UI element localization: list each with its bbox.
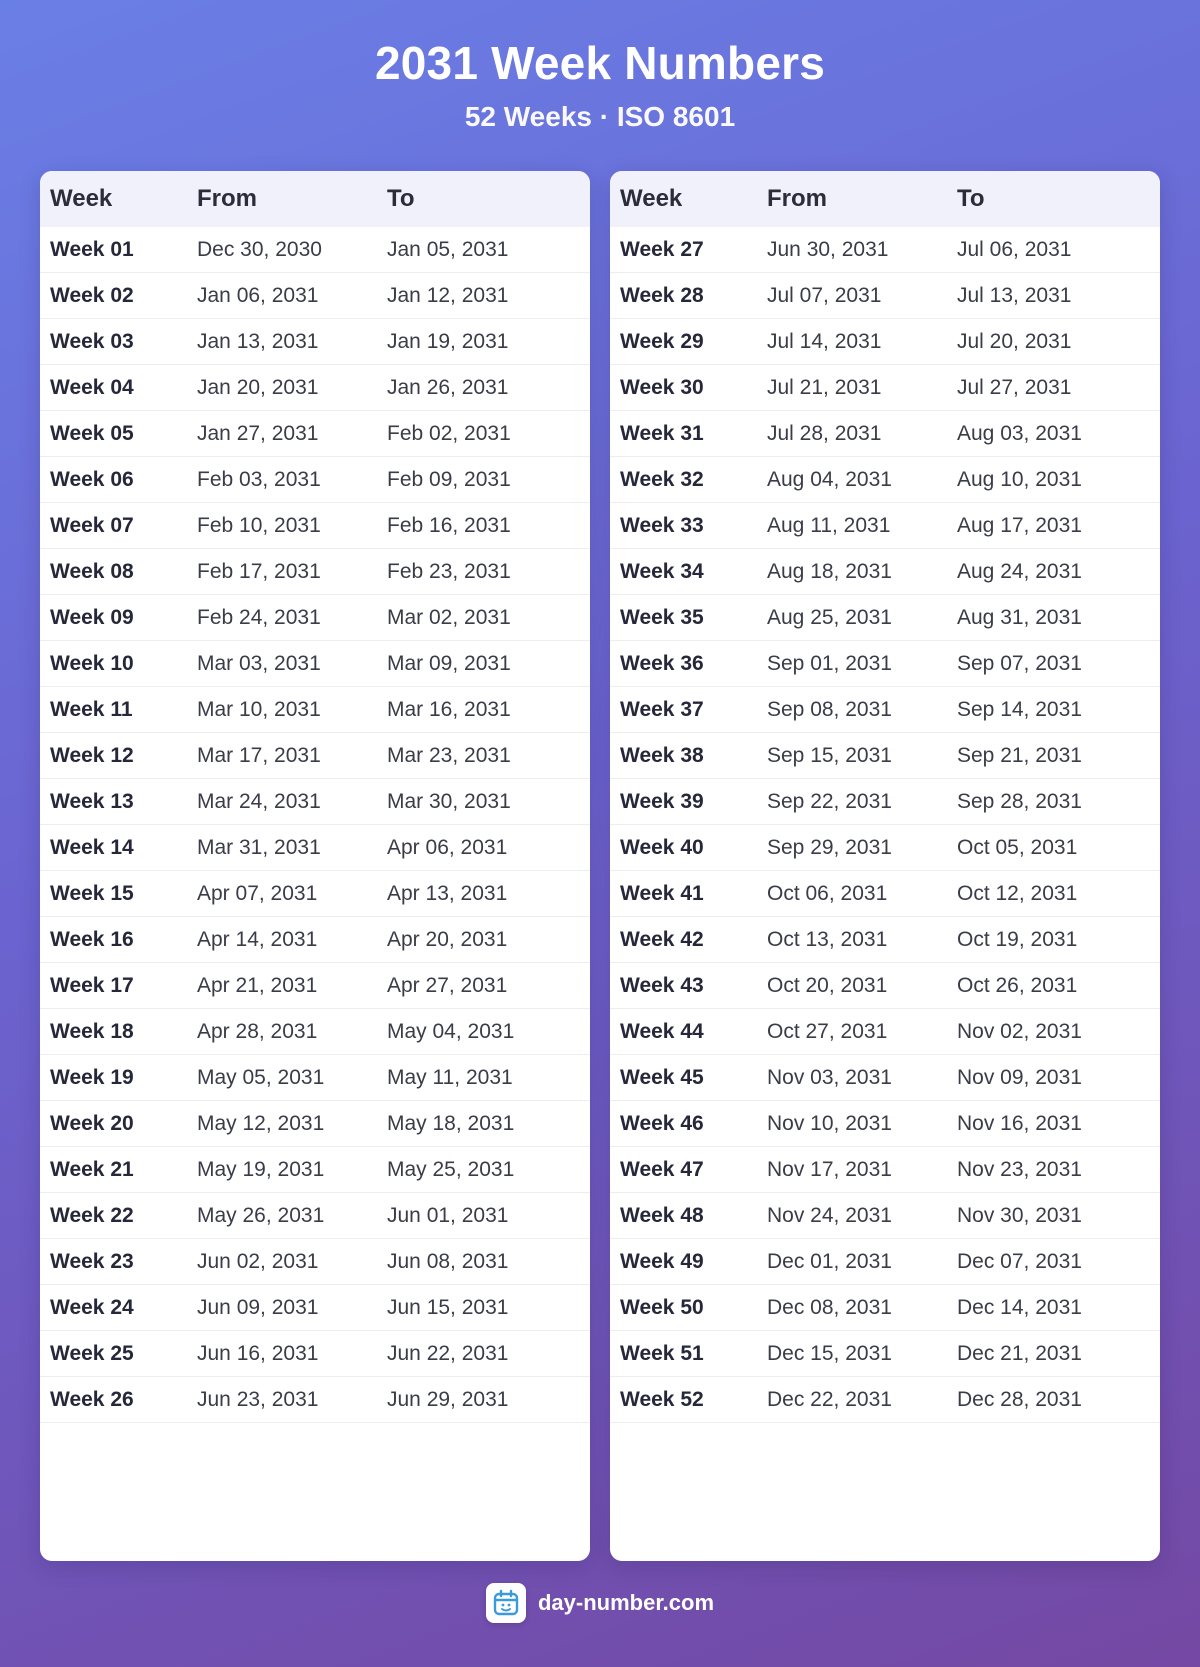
to-date-cell: Feb 23, 2031 bbox=[377, 549, 590, 595]
table-row bbox=[40, 227, 590, 273]
from-date-cell: Jul 07, 2031 bbox=[757, 273, 947, 319]
week-number-cell: Week 34 bbox=[610, 549, 757, 595]
week-number-cell: Week 40 bbox=[610, 825, 757, 871]
week-number-cell: Week 18 bbox=[40, 1009, 187, 1055]
to-date-cell: Jul 20, 2031 bbox=[947, 319, 1160, 365]
from-date-cell: Jun 23, 2031 bbox=[187, 1377, 377, 1423]
table-row bbox=[40, 1377, 590, 1423]
from-date-cell: Feb 17, 2031 bbox=[187, 549, 377, 595]
from-date-cell: Jun 09, 2031 bbox=[187, 1285, 377, 1331]
table-row bbox=[610, 733, 1160, 779]
from-date-cell: Dec 15, 2031 bbox=[757, 1331, 947, 1377]
table-row bbox=[610, 1009, 1160, 1055]
from-date-cell: Jul 21, 2031 bbox=[757, 365, 947, 411]
to-date-cell: Mar 09, 2031 bbox=[377, 641, 590, 687]
table-row bbox=[40, 779, 590, 825]
table-row bbox=[40, 871, 590, 917]
to-date-cell: Apr 20, 2031 bbox=[377, 917, 590, 963]
from-date-cell: Apr 14, 2031 bbox=[187, 917, 377, 963]
from-date-cell: Oct 13, 2031 bbox=[757, 917, 947, 963]
week-number-cell: Week 07 bbox=[40, 503, 187, 549]
from-date-cell: Aug 11, 2031 bbox=[757, 503, 947, 549]
column-header-from: From bbox=[197, 185, 257, 212]
table-row bbox=[40, 365, 590, 411]
table-row bbox=[610, 1239, 1160, 1285]
to-date-cell: Mar 16, 2031 bbox=[377, 687, 590, 733]
to-date-cell: Apr 06, 2031 bbox=[377, 825, 590, 871]
table-row bbox=[40, 457, 590, 503]
to-date-cell: Mar 30, 2031 bbox=[377, 779, 590, 825]
from-date-cell: Feb 24, 2031 bbox=[187, 595, 377, 641]
table-row bbox=[40, 641, 590, 687]
table-row bbox=[40, 1331, 590, 1377]
to-date-cell: Nov 02, 2031 bbox=[947, 1009, 1160, 1055]
to-date-cell: Jun 22, 2031 bbox=[377, 1331, 590, 1377]
to-date-cell: Oct 05, 2031 bbox=[947, 825, 1160, 871]
table-row bbox=[40, 687, 590, 733]
table-row bbox=[610, 871, 1160, 917]
week-number-cell: Week 01 bbox=[40, 227, 187, 273]
from-date-cell: Sep 29, 2031 bbox=[757, 825, 947, 871]
to-date-cell: Mar 23, 2031 bbox=[377, 733, 590, 779]
table-row bbox=[610, 227, 1160, 273]
from-date-cell: Mar 17, 2031 bbox=[187, 733, 377, 779]
to-date-cell: Dec 14, 2031 bbox=[947, 1285, 1160, 1331]
from-date-cell: Nov 24, 2031 bbox=[757, 1193, 947, 1239]
table-row bbox=[40, 1009, 590, 1055]
table-row bbox=[40, 1055, 590, 1101]
to-date-cell: Dec 07, 2031 bbox=[947, 1239, 1160, 1285]
week-number-cell: Week 42 bbox=[610, 917, 757, 963]
from-date-cell: May 12, 2031 bbox=[187, 1101, 377, 1147]
table-row bbox=[40, 1285, 590, 1331]
to-date-cell: Aug 10, 2031 bbox=[947, 457, 1160, 503]
from-date-cell: Dec 08, 2031 bbox=[757, 1285, 947, 1331]
calendar-icon bbox=[486, 1583, 526, 1623]
from-date-cell: Aug 04, 2031 bbox=[757, 457, 947, 503]
week-number-cell: Week 51 bbox=[610, 1331, 757, 1377]
week-number-cell: Week 47 bbox=[610, 1147, 757, 1193]
table-row bbox=[40, 1101, 590, 1147]
table-row bbox=[40, 273, 590, 319]
table-row bbox=[610, 1331, 1160, 1377]
week-number-cell: Week 16 bbox=[40, 917, 187, 963]
table-row bbox=[40, 503, 590, 549]
week-number-cell: Week 27 bbox=[610, 227, 757, 273]
to-date-cell: Sep 14, 2031 bbox=[947, 687, 1160, 733]
from-date-cell: Apr 28, 2031 bbox=[187, 1009, 377, 1055]
from-date-cell: May 05, 2031 bbox=[187, 1055, 377, 1101]
from-date-cell: Mar 03, 2031 bbox=[187, 641, 377, 687]
week-number-cell: Week 09 bbox=[40, 595, 187, 641]
from-date-cell: Feb 03, 2031 bbox=[187, 457, 377, 503]
to-date-cell: Jul 06, 2031 bbox=[947, 227, 1160, 273]
week-number-cell: Week 43 bbox=[610, 963, 757, 1009]
from-date-cell: Jan 06, 2031 bbox=[187, 273, 377, 319]
table-row bbox=[40, 549, 590, 595]
to-date-cell: Jul 13, 2031 bbox=[947, 273, 1160, 319]
table-body-left bbox=[40, 227, 590, 1423]
to-date-cell: Aug 24, 2031 bbox=[947, 549, 1160, 595]
table-row bbox=[610, 411, 1160, 457]
week-table-right bbox=[610, 171, 1160, 1423]
table-row bbox=[610, 917, 1160, 963]
week-table-card-right bbox=[610, 171, 1160, 1561]
table-row bbox=[610, 595, 1160, 641]
table-row bbox=[610, 273, 1160, 319]
table-header-row bbox=[40, 171, 590, 227]
week-tables bbox=[40, 171, 1160, 1561]
to-date-cell: Jan 12, 2031 bbox=[377, 273, 590, 319]
from-date-cell: Jul 28, 2031 bbox=[757, 411, 947, 457]
week-number-cell: Week 36 bbox=[610, 641, 757, 687]
to-date-cell: Sep 28, 2031 bbox=[947, 779, 1160, 825]
week-number-cell: Week 23 bbox=[40, 1239, 187, 1285]
table-row bbox=[610, 1377, 1160, 1423]
to-date-cell: Jun 08, 2031 bbox=[377, 1239, 590, 1285]
from-date-cell: May 26, 2031 bbox=[187, 1193, 377, 1239]
to-date-cell: Jun 01, 2031 bbox=[377, 1193, 590, 1239]
to-date-cell: Nov 23, 2031 bbox=[947, 1147, 1160, 1193]
from-date-cell: Jan 27, 2031 bbox=[187, 411, 377, 457]
table-row bbox=[610, 687, 1160, 733]
from-date-cell: Nov 17, 2031 bbox=[757, 1147, 947, 1193]
week-number-cell: Week 32 bbox=[610, 457, 757, 503]
week-number-cell: Week 29 bbox=[610, 319, 757, 365]
week-number-cell: Week 37 bbox=[610, 687, 757, 733]
to-date-cell: Apr 27, 2031 bbox=[377, 963, 590, 1009]
week-number-cell: Week 15 bbox=[40, 871, 187, 917]
to-date-cell: Nov 09, 2031 bbox=[947, 1055, 1160, 1101]
to-date-cell: Oct 26, 2031 bbox=[947, 963, 1160, 1009]
table-row bbox=[40, 1239, 590, 1285]
to-date-cell: Aug 03, 2031 bbox=[947, 411, 1160, 457]
page-header bbox=[0, 38, 1200, 133]
from-date-cell: Sep 01, 2031 bbox=[757, 641, 947, 687]
table-row bbox=[40, 825, 590, 871]
to-date-cell: Aug 17, 2031 bbox=[947, 503, 1160, 549]
table-row bbox=[40, 917, 590, 963]
week-number-cell: Week 41 bbox=[610, 871, 757, 917]
from-date-cell: Oct 27, 2031 bbox=[757, 1009, 947, 1055]
week-number-cell: Week 31 bbox=[610, 411, 757, 457]
column-header-to: To bbox=[387, 185, 415, 212]
from-date-cell: Dec 30, 2030 bbox=[187, 227, 377, 273]
from-date-cell: Jun 30, 2031 bbox=[757, 227, 947, 273]
to-date-cell: Jul 27, 2031 bbox=[947, 365, 1160, 411]
week-number-cell: Week 13 bbox=[40, 779, 187, 825]
week-number-cell: Week 25 bbox=[40, 1331, 187, 1377]
from-date-cell: Mar 24, 2031 bbox=[187, 779, 377, 825]
week-number-cell: Week 35 bbox=[610, 595, 757, 641]
to-date-cell: Sep 21, 2031 bbox=[947, 733, 1160, 779]
from-date-cell: Sep 15, 2031 bbox=[757, 733, 947, 779]
to-date-cell: Feb 02, 2031 bbox=[377, 411, 590, 457]
table-row bbox=[40, 963, 590, 1009]
week-number-cell: Week 04 bbox=[40, 365, 187, 411]
from-date-cell: Jun 16, 2031 bbox=[187, 1331, 377, 1377]
to-date-cell: Oct 19, 2031 bbox=[947, 917, 1160, 963]
table-header-row bbox=[610, 171, 1160, 227]
table-row bbox=[610, 1101, 1160, 1147]
week-number-cell: Week 48 bbox=[610, 1193, 757, 1239]
table-row bbox=[40, 733, 590, 779]
from-date-cell: Sep 22, 2031 bbox=[757, 779, 947, 825]
week-number-cell: Week 11 bbox=[40, 687, 187, 733]
week-number-cell: Week 44 bbox=[610, 1009, 757, 1055]
week-number-cell: Week 39 bbox=[610, 779, 757, 825]
week-number-cell: Week 50 bbox=[610, 1285, 757, 1331]
table-row bbox=[610, 825, 1160, 871]
week-number-cell: Week 05 bbox=[40, 411, 187, 457]
week-number-cell: Week 06 bbox=[40, 457, 187, 503]
week-number-cell: Week 22 bbox=[40, 1193, 187, 1239]
table-row bbox=[610, 963, 1160, 1009]
to-date-cell: May 18, 2031 bbox=[377, 1101, 590, 1147]
table-row bbox=[40, 319, 590, 365]
to-date-cell: Apr 13, 2031 bbox=[377, 871, 590, 917]
week-number-cell: Week 52 bbox=[610, 1377, 757, 1423]
to-date-cell: Jan 05, 2031 bbox=[377, 227, 590, 273]
to-date-cell: Sep 07, 2031 bbox=[947, 641, 1160, 687]
week-number-cell: Week 49 bbox=[610, 1239, 757, 1285]
from-date-cell: May 19, 2031 bbox=[187, 1147, 377, 1193]
to-date-cell: Jun 15, 2031 bbox=[377, 1285, 590, 1331]
week-number-cell: Week 45 bbox=[610, 1055, 757, 1101]
from-date-cell: Jul 14, 2031 bbox=[757, 319, 947, 365]
from-date-cell: Jan 20, 2031 bbox=[187, 365, 377, 411]
week-number-cell: Week 21 bbox=[40, 1147, 187, 1193]
from-date-cell: Jan 13, 2031 bbox=[187, 319, 377, 365]
table-row bbox=[40, 1147, 590, 1193]
to-date-cell: Mar 02, 2031 bbox=[377, 595, 590, 641]
from-date-cell: Feb 10, 2031 bbox=[187, 503, 377, 549]
table-row bbox=[40, 1193, 590, 1239]
to-date-cell: Feb 09, 2031 bbox=[377, 457, 590, 503]
to-date-cell: Oct 12, 2031 bbox=[947, 871, 1160, 917]
to-date-cell: Nov 16, 2031 bbox=[947, 1101, 1160, 1147]
week-number-cell: Week 46 bbox=[610, 1101, 757, 1147]
column-header-week: Week bbox=[620, 185, 683, 212]
to-date-cell: Jan 19, 2031 bbox=[377, 319, 590, 365]
to-date-cell: Feb 16, 2031 bbox=[377, 503, 590, 549]
page-subtitle: 52 Weeks · ISO 8601 bbox=[464, 100, 736, 132]
table-row bbox=[610, 365, 1160, 411]
to-date-cell: Dec 28, 2031 bbox=[947, 1377, 1160, 1423]
table-row bbox=[610, 457, 1160, 503]
week-number-cell: Week 19 bbox=[40, 1055, 187, 1101]
to-date-cell: Dec 21, 2031 bbox=[947, 1331, 1160, 1377]
to-date-cell: May 04, 2031 bbox=[377, 1009, 590, 1055]
week-table-card-left bbox=[40, 171, 590, 1561]
week-number-cell: Week 14 bbox=[40, 825, 187, 871]
week-number-cell: Week 28 bbox=[610, 273, 757, 319]
from-date-cell: Aug 25, 2031 bbox=[757, 595, 947, 641]
week-number-cell: Week 17 bbox=[40, 963, 187, 1009]
week-number-cell: Week 20 bbox=[40, 1101, 187, 1147]
week-number-cell: Week 38 bbox=[610, 733, 757, 779]
week-number-cell: Week 10 bbox=[40, 641, 187, 687]
from-date-cell: Nov 03, 2031 bbox=[757, 1055, 947, 1101]
site-link[interactable]: day-number.com bbox=[537, 1590, 715, 1615]
table-row bbox=[610, 1147, 1160, 1193]
from-date-cell: Apr 21, 2031 bbox=[187, 963, 377, 1009]
from-date-cell: Dec 01, 2031 bbox=[757, 1239, 947, 1285]
to-date-cell: Jan 26, 2031 bbox=[377, 365, 590, 411]
column-header-week: Week bbox=[50, 185, 113, 212]
week-number-cell: Week 03 bbox=[40, 319, 187, 365]
week-number-cell: Week 08 bbox=[40, 549, 187, 595]
from-date-cell: Mar 31, 2031 bbox=[187, 825, 377, 871]
week-number-cell: Week 24 bbox=[40, 1285, 187, 1331]
week-number-cell: Week 12 bbox=[40, 733, 187, 779]
week-number-cell: Week 26 bbox=[40, 1377, 187, 1423]
to-date-cell: May 25, 2031 bbox=[377, 1147, 590, 1193]
footer bbox=[0, 1581, 1200, 1625]
table-row bbox=[610, 641, 1160, 687]
from-date-cell: Oct 20, 2031 bbox=[757, 963, 947, 1009]
table-row bbox=[610, 503, 1160, 549]
from-date-cell: Aug 18, 2031 bbox=[757, 549, 947, 595]
table-row bbox=[610, 549, 1160, 595]
from-date-cell: Dec 22, 2031 bbox=[757, 1377, 947, 1423]
week-number-cell: Week 02 bbox=[40, 273, 187, 319]
week-number-cell: Week 30 bbox=[610, 365, 757, 411]
from-date-cell: Jun 02, 2031 bbox=[187, 1239, 377, 1285]
table-row bbox=[610, 1285, 1160, 1331]
page-title: 2031 Week Numbers bbox=[374, 37, 825, 89]
column-header-to: To bbox=[957, 185, 985, 212]
table-row bbox=[610, 779, 1160, 825]
week-table-left bbox=[40, 171, 590, 1423]
table-row bbox=[40, 411, 590, 457]
from-date-cell: Apr 07, 2031 bbox=[187, 871, 377, 917]
table-row bbox=[40, 595, 590, 641]
from-date-cell: Sep 08, 2031 bbox=[757, 687, 947, 733]
to-date-cell: Aug 31, 2031 bbox=[947, 595, 1160, 641]
from-date-cell: Oct 06, 2031 bbox=[757, 871, 947, 917]
to-date-cell: May 11, 2031 bbox=[377, 1055, 590, 1101]
from-date-cell: Mar 10, 2031 bbox=[187, 687, 377, 733]
column-header-from: From bbox=[767, 185, 827, 212]
table-body-right bbox=[610, 227, 1160, 1423]
to-date-cell: Jun 29, 2031 bbox=[377, 1377, 590, 1423]
from-date-cell: Nov 10, 2031 bbox=[757, 1101, 947, 1147]
to-date-cell: Nov 30, 2031 bbox=[947, 1193, 1160, 1239]
table-row bbox=[610, 1193, 1160, 1239]
table-row bbox=[610, 319, 1160, 365]
table-row bbox=[610, 1055, 1160, 1101]
week-number-cell: Week 33 bbox=[610, 503, 757, 549]
